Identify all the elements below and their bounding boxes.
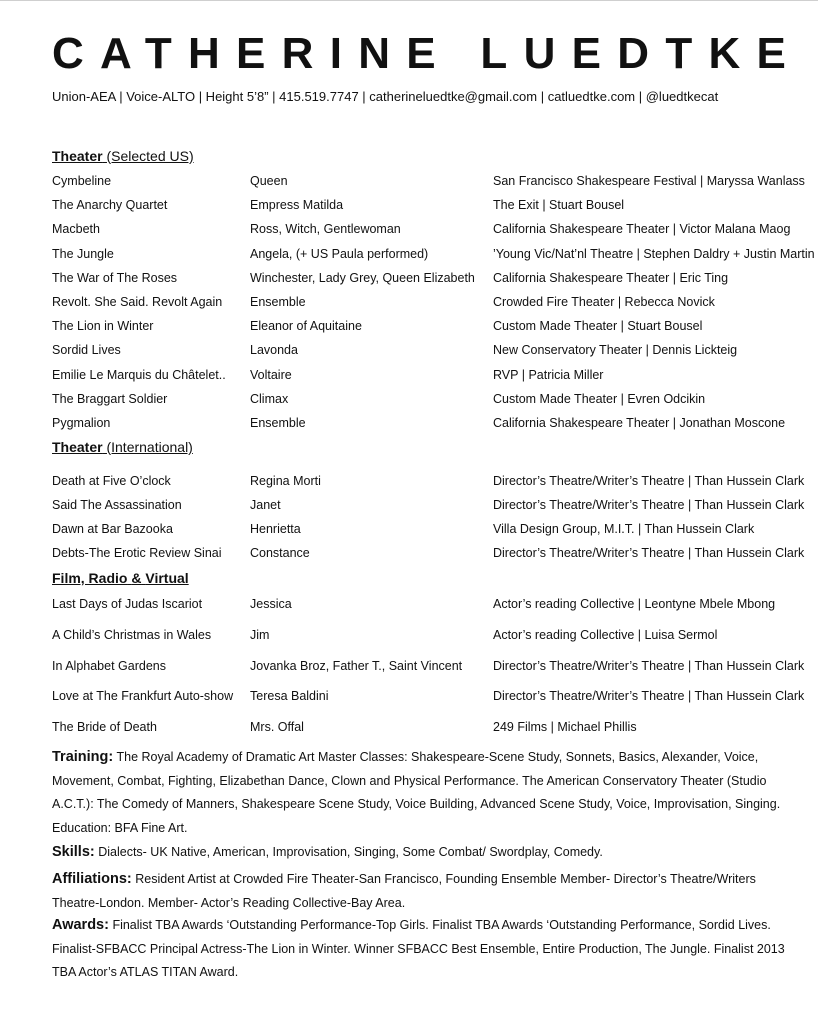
credit-title: Dawn at Bar Bazooka — [52, 522, 173, 536]
credit-title: Death at Five O’clock — [52, 474, 171, 488]
credit-company: Director’s Theatre/Writer’s Theatre | Than Hussein Clark — [493, 689, 805, 704]
credit-role: Teresa Baldini — [250, 689, 329, 704]
affiliations-paragraph — [52, 868, 792, 915]
training-label: Training: — [52, 749, 114, 765]
credit-company: Custom Made Theater | Stuart Bousel — [493, 319, 703, 334]
credit-title: In Alphabet Gardens — [52, 658, 166, 673]
credit-row — [0, 659, 818, 681]
credit-row — [0, 498, 818, 520]
credit-company: Director’s Theatre/Writer’s Theatre | Than Hussein Clark — [493, 658, 805, 673]
credit-role: Henrietta — [250, 522, 301, 536]
section-title-main: Theater — [52, 148, 103, 164]
credit-role: Jim — [250, 627, 270, 642]
section-theater-us-title — [52, 148, 194, 164]
credit-row — [0, 597, 818, 619]
credit-company: 249 Films | Michael Phillis — [493, 720, 637, 735]
affiliations-label: Affiliations: — [52, 871, 132, 887]
credit-row — [0, 343, 818, 365]
awards-text: Finalist TBA Awards ‘Outstanding Performance-Top Girls. Finalist TBA Awards ‘Outstanding Performance, Sordid Lives. Finalist-SFBACC Principal Actress-The Lion in Winter. Winner SFBACC Best Ensemble, Entire Production, The Jungle. Finalist 2013 TBA Actor’s ATLAS TITAN Award. — [52, 918, 785, 979]
credit-company: Villa Design Group, M.I.T. | Than Hussein Clark — [493, 522, 755, 536]
credit-title: The Anarchy Quartet — [52, 198, 168, 213]
credit-title: Emilie Le Marquis du Châtelet.. — [52, 367, 226, 382]
awards-paragraph — [52, 914, 792, 985]
credit-title: The Lion in Winter — [52, 319, 154, 334]
credit-row — [0, 368, 818, 390]
credit-company: New Conservatory Theater | Dennis Lickteig — [493, 343, 738, 358]
credit-role: Jovanka Broz, Father T., Saint Vincent — [250, 658, 463, 673]
credit-company: Director’s Theatre/Writer’s Theatre | Than Hussein Clark — [493, 474, 805, 488]
credit-role: Janet — [250, 498, 281, 512]
credit-company: RVP | Patricia Miller — [493, 367, 604, 382]
credit-role: Regina Morti — [250, 474, 321, 488]
credit-company: California Shakespeare Theater | Eric Ting — [493, 270, 729, 285]
credit-role: Ensemble — [250, 416, 306, 430]
credit-row — [0, 247, 818, 269]
credit-company: Actor’s reading Collective | Luisa Sermol — [493, 627, 718, 642]
credit-role: Angela, (+ US Paula performed) — [250, 246, 429, 261]
credit-row — [0, 222, 818, 244]
credit-title: Macbeth — [52, 222, 100, 237]
credit-role: Queen — [250, 174, 288, 188]
credit-title: The Braggart Soldier — [52, 391, 168, 406]
section-title-virtual: Virtual — [145, 570, 189, 586]
skills-label: Skills: — [52, 844, 95, 860]
credit-row — [0, 271, 818, 293]
credit-title: Cymbeline — [52, 174, 112, 188]
credit-title: Said The Assassination — [52, 498, 182, 512]
credit-role: Eleanor of Aquitaine — [250, 319, 362, 334]
credit-role: Lavonda — [250, 343, 298, 358]
credit-company: The Exit | Stuart Bousel — [493, 198, 625, 213]
credit-row — [0, 198, 818, 220]
credit-role: Mrs. Offal — [250, 720, 304, 735]
credit-title: Revolt. She Said. Revolt Again — [52, 295, 223, 309]
credit-role: Climax — [250, 391, 289, 406]
credit-company: California Shakespeare Theater | Jonathan Moscone — [493, 416, 786, 430]
credit-company: Crowded Fire Theater | Rebecca Novick — [493, 295, 715, 309]
credit-row — [0, 416, 818, 438]
credit-title: The Jungle — [52, 246, 114, 261]
credit-row — [0, 474, 818, 496]
credit-row — [0, 174, 818, 196]
credit-row — [0, 628, 818, 650]
credit-title: The Bride of Death — [52, 720, 157, 735]
skills-text: Dialects- UK Native, American, Improvisation, Singing, Some Combat/ Swordplay, Comedy. — [98, 845, 603, 859]
awards-label: Awards: — [52, 917, 109, 933]
credit-title: Last Days of Judas Iscariot — [52, 597, 203, 611]
section-title-main: Theater — [52, 439, 103, 455]
credit-role: Winchester, Lady Grey, Queen Elizabeth — [250, 270, 475, 285]
credit-company: California Shakespeare Theater | Victor Malana Maog — [493, 222, 791, 237]
section-title-film-radio: Film, Radio — [52, 570, 128, 586]
credit-title: Pygmalion — [52, 416, 111, 430]
credit-row — [0, 522, 818, 544]
credit-role: Constance — [250, 546, 310, 560]
credit-row — [0, 689, 818, 711]
credit-company: Director’s Theatre/Writer’s Theatre | Than Hussein Clark — [493, 498, 805, 512]
credit-title: The War of The Roses — [52, 270, 178, 285]
credit-role: Jessica — [250, 597, 292, 611]
credit-role: Ross, Witch, Gentlewoman — [250, 222, 401, 237]
credit-role: Ensemble — [250, 295, 306, 309]
credit-role: Voltaire — [250, 367, 292, 382]
actor-name: CATHERINE LUEDTKE — [52, 29, 803, 78]
credit-role: Empress Matilda — [250, 198, 344, 213]
section-title-sub: (International) — [106, 439, 193, 455]
section-theater-intl-title — [52, 439, 193, 455]
section-title-amp: & — [131, 570, 142, 586]
training-paragraph — [52, 746, 792, 840]
affiliations-text: Resident Artist at Crowded Fire Theater-San Francisco, Founding Ensemble Member- Director’s Theatre/Writers Theatre-London. Member- Actor’s Reading Collective-Bay Area. — [52, 872, 756, 910]
credit-company: Custom Made Theater | Evren Odcikin — [493, 391, 706, 406]
credit-company: Actor’s reading Collective | Leontyne Mbele Mbong — [493, 597, 776, 611]
contact-line: Union-AEA | Voice-ALTO | Height 5’8” | 415.519.7747 | catherineluedtke@gmail.com | catluedtke.com | @luedtkecat — [52, 89, 719, 104]
training-text: The Royal Academy of Dramatic Art Master Classes: Shakespeare-Scene Study, Sonnets, Basics, Alexander, Voice, Movement, Combat, Fighting, Elizabethan Dance, Clown and Physical Performance. The American Conservatory Theater (Studio A.C.T.): The Comedy of Manners, Shakespeare Scene Study, Voice Building, Advanced Scene Study, Voice, Improvisation, Singing. Education: BFA Fine Art. — [52, 750, 781, 835]
credit-row — [0, 319, 818, 341]
credit-row — [0, 720, 818, 742]
skills-paragraph — [52, 841, 792, 865]
credit-row — [0, 392, 818, 414]
credit-title: Sordid Lives — [52, 343, 121, 358]
section-title-sub: (Selected US) — [106, 148, 194, 164]
credit-row — [0, 546, 818, 568]
credit-company: Director’s Theatre/Writer’s Theatre | Than Hussein Clark — [493, 546, 805, 560]
credit-title: A Child’s Christmas in Wales — [52, 627, 212, 642]
credit-title: Love at The Frankfurt Auto-show — [52, 689, 234, 704]
credit-title: Debts-The Erotic Review Sinai — [52, 546, 222, 560]
credit-row — [0, 295, 818, 317]
credit-company: ’Young Vic/Nat’nl Theatre | Stephen Daldry + Justin Martin — [493, 246, 815, 261]
credit-company: San Francisco Shakespeare Festival | Maryssa Wanlass — [493, 174, 805, 188]
section-film-title — [52, 570, 189, 586]
